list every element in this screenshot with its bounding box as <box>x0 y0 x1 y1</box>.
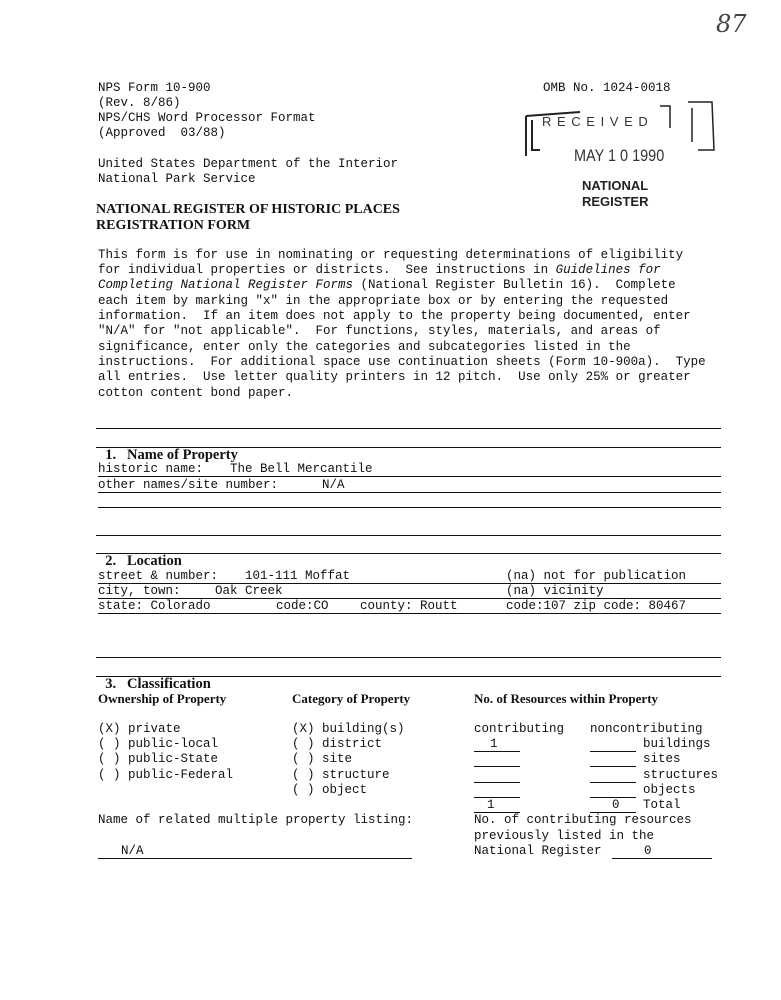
ownership-header: Ownership of Property <box>98 691 227 706</box>
previously-listed-label: No. of contributing resources <box>474 813 692 827</box>
instructions-line: each item by marking "x" in the appropriate box or by entering the requested <box>98 294 669 308</box>
omb-number: OMB No. 1024-0018 <box>543 81 671 95</box>
stamp-register: REGISTER <box>582 194 649 209</box>
city-label: city, town: <box>98 584 181 598</box>
historic-name-value: The Bell Mercantile <box>230 462 373 476</box>
contributing-blank <box>474 797 520 798</box>
blank-line <box>98 507 721 508</box>
form-title: NATIONAL REGISTER OF HISTORIC PLACES <box>96 202 400 217</box>
street-line <box>98 583 721 584</box>
historic-name-label: historic name: <box>98 462 204 476</box>
contributing-total: 1 <box>487 798 495 812</box>
related-listing-value: N/A <box>121 844 144 858</box>
received-stamp <box>520 98 720 218</box>
contributing-count: 1 <box>490 737 498 751</box>
state-line <box>98 613 721 614</box>
county-code-zip: code:107 zip code: 80467 <box>506 599 687 613</box>
instructions-text: (National Register Bulletin 16). Complete <box>353 278 676 292</box>
contributing-blank <box>474 782 520 783</box>
resource-label: buildings <box>643 737 711 751</box>
instructions-line <box>98 278 676 293</box>
instructions-line: "N/A" for "not applicable". For functions, styles, materials, and areas of <box>98 324 661 338</box>
section-title: Location <box>127 553 182 569</box>
contributing-blank <box>474 751 520 752</box>
noncontributing-blank <box>590 782 636 783</box>
category-structure: ( ) structure <box>292 768 390 782</box>
section-number: 3. <box>105 676 117 692</box>
other-names-value: N/A <box>322 478 345 492</box>
section-title: Classification <box>127 676 211 692</box>
form-approved: (Approved 03/88) <box>98 126 226 140</box>
stamp-national: NATIONAL <box>582 178 649 193</box>
instructions-line: cotton content bond paper. <box>98 386 294 400</box>
street-value: 101-111 Moffat <box>245 569 351 583</box>
ownership-public-state: ( ) public-State <box>98 752 219 766</box>
ownership-private: (X) private <box>98 722 181 736</box>
previously-listed-label: National Register <box>474 844 602 858</box>
contributing-blank <box>474 766 520 767</box>
previously-listed-value: 0 <box>644 844 652 858</box>
noncontributing-blank <box>590 751 636 752</box>
ownership-public-local: ( ) public-local <box>98 737 219 751</box>
instructions-line: instructions. For additional space use continuation sheets (Form 10-900a). Type <box>98 355 706 369</box>
handwritten-mark: 87 <box>716 10 747 38</box>
not-for-publication: (na) not for publication <box>506 569 687 583</box>
instructions-line: all entries. Use letter quality printers in 12 pitch. Use only 25% or greater <box>98 370 691 384</box>
section-title: Name of Property <box>127 447 238 463</box>
contributing-header: contributing <box>474 722 565 736</box>
noncontributing-blank <box>590 766 636 767</box>
section-number: 1. <box>105 447 117 463</box>
section-number: 2. <box>105 553 117 569</box>
ownership-public-federal: ( ) public-Federal <box>98 768 234 782</box>
section1-bottom-rule <box>96 447 721 448</box>
vicinity: (na) vicinity <box>506 584 604 598</box>
noncontributing-header: noncontributing <box>590 722 703 736</box>
city-value: Oak Creek <box>215 584 283 598</box>
previously-listed-line <box>612 858 712 859</box>
state-label: state: Colorado <box>98 599 211 613</box>
instructions-line: This form is for use in nominating or requesting determinations of eligibility <box>98 248 684 262</box>
section1-top-rule <box>96 428 721 429</box>
agency: National Park Service <box>98 172 256 186</box>
related-listing-line <box>98 858 412 859</box>
category-object: ( ) object <box>292 783 368 797</box>
related-listing-label: Name of related multiple property listing: <box>98 813 414 827</box>
county: county: Routt <box>360 599 458 613</box>
instructions-line: information. If an item does not apply to the property being documented, enter <box>98 309 691 323</box>
noncontributing-total: 0 <box>612 798 620 812</box>
section2-bottom-rule <box>96 553 721 554</box>
category-district: ( ) district <box>292 737 383 751</box>
form-revision: (Rev. 8/86) <box>98 96 181 110</box>
guidelines-title: Guidelines for <box>555 263 661 277</box>
form-number: NPS Form 10-900 <box>98 81 211 95</box>
category-building: (X) building(s) <box>292 722 405 736</box>
form-subtitle: REGISTRATION FORM <box>96 218 251 233</box>
form-format: NPS/CHS Word Processor Format <box>98 111 316 125</box>
stamp-received: R E C E I V E D <box>542 114 649 129</box>
resources-header: No. of Resources within Property <box>474 691 659 706</box>
instructions-text: for individual properties or districts. See instructions in <box>98 263 556 277</box>
resource-label: sites <box>643 752 681 766</box>
section2-top-rule <box>96 535 721 536</box>
street-label: street & number: <box>98 569 219 583</box>
resource-label: objects <box>643 783 696 797</box>
instructions-line: significance, enter only the categories and subcategories listed in the <box>98 340 631 354</box>
resource-label: Total <box>643 798 681 812</box>
resource-label: structures <box>643 768 719 782</box>
other-names-label: other names/site number: <box>98 478 279 492</box>
section3-top-rule <box>96 657 721 658</box>
guidelines-title: Completing National Register Forms <box>98 278 354 292</box>
section3-bottom-rule <box>96 676 721 677</box>
stamp-date: MAY 1 0 1990 <box>574 146 665 165</box>
state-code: code:CO <box>276 599 329 613</box>
previously-listed-label: previously listed in the <box>474 829 655 843</box>
historic-name-line <box>98 476 721 477</box>
department: United States Department of the Interior <box>98 157 399 171</box>
instructions-line <box>98 263 661 278</box>
category-site: ( ) site <box>292 752 353 766</box>
category-header: Category of Property <box>292 691 411 706</box>
other-names-line <box>98 492 721 493</box>
